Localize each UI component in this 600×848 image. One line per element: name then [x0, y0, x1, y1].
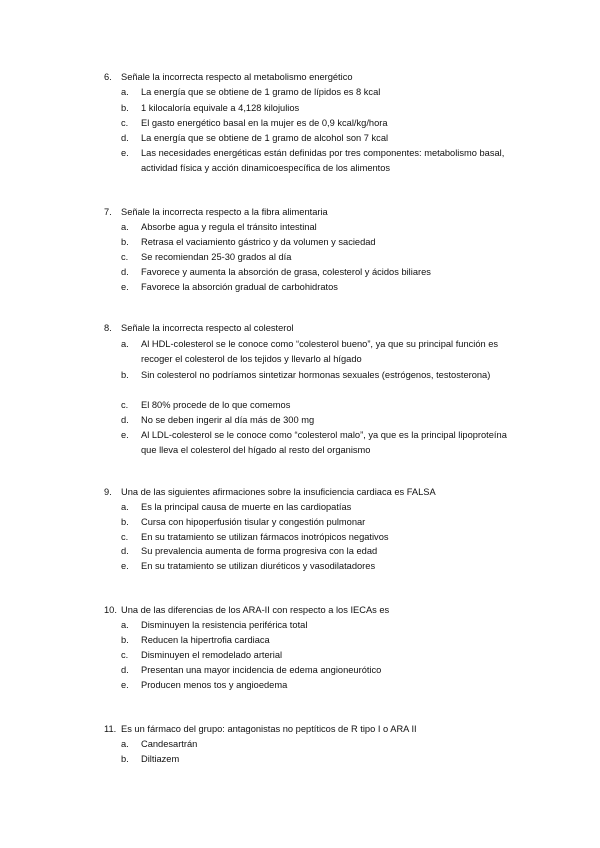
option — [121, 131, 521, 146]
option-letter: a. — [121, 620, 129, 630]
option — [121, 678, 521, 693]
option — [121, 663, 521, 678]
option-text: No se deben ingerir al día más de 300 mg — [141, 415, 315, 425]
option-text: El 80% procede de lo que comemos — [141, 400, 291, 410]
option-letter: c. — [121, 118, 129, 128]
option-letter: a. — [121, 222, 129, 232]
option-letter: d. — [121, 133, 129, 143]
option-letter: d. — [121, 267, 129, 277]
option-text: Su prevalencia aumenta de forma progresiva con la edad — [141, 546, 378, 556]
option — [121, 413, 521, 428]
option-text: Disminuyen el remodelado arterial — [141, 650, 283, 660]
option — [121, 530, 521, 545]
question-number: 8. — [104, 323, 112, 333]
option — [121, 146, 521, 175]
option-text: Presentan una mayor incidencia de edema angioneurótico — [141, 665, 382, 675]
question-number: 9. — [104, 487, 112, 497]
option — [121, 752, 521, 767]
option — [121, 265, 521, 280]
question-number: 7. — [104, 207, 112, 217]
option — [121, 544, 521, 559]
option-letter: e. — [121, 430, 129, 440]
option-letter: c. — [121, 532, 129, 542]
question-text: Señale la incorrecta respecto a la fibra alimentaria — [121, 207, 328, 217]
question-number: 6. — [104, 72, 112, 82]
option-letter: e. — [121, 282, 129, 292]
option-text: Absorbe agua y regula el tránsito intestinal — [141, 222, 317, 232]
option — [121, 398, 521, 413]
option-letter: b. — [121, 237, 129, 247]
option-text: Favorece y aumenta la absorción de grasa, colesterol y ácidos biliares — [141, 267, 431, 277]
option-text: Al LDL-colesterol se le conoce como “colesterol malo”, ya que es la principal lipoproteína que lleva el colesterol del hígado al resto del organismo — [141, 430, 507, 455]
option — [121, 648, 521, 663]
option-text: 1 kilocaloría equivale a 4,128 kilojulios — [141, 103, 300, 113]
option-letter: c. — [121, 252, 129, 262]
option-letter: a. — [121, 339, 129, 349]
option — [121, 515, 521, 530]
question-number: 11. — [104, 724, 117, 734]
option-letter: b. — [121, 517, 129, 527]
question-10-stem — [104, 603, 389, 618]
question-text: Es un fármaco del grupo: antagonistas no peptíticos de R tipo I o ARA II — [121, 724, 417, 734]
option-text: Sin colesterol no podríamos sintetizar hormonas sexuales (estrógenos, testosterona) — [141, 370, 491, 380]
option — [121, 235, 521, 250]
option — [121, 101, 521, 116]
question-text: Una de las siguientes afirmaciones sobre la insuficiencia cardiaca es FALSA — [121, 487, 436, 497]
option-letter: b. — [121, 370, 129, 380]
option-letter: b. — [121, 103, 129, 113]
question-text: Señale la incorrecta respecto al metabolismo energético — [121, 72, 353, 82]
option — [121, 428, 521, 457]
option-text: Es la principal causa de muerte en las cardiopatías — [141, 502, 352, 512]
option — [121, 559, 521, 574]
option-text: En su tratamiento se utilizan fármacos inotrópicos negativos — [141, 532, 389, 542]
question-text: Señale la incorrecta respecto al colesterol — [121, 323, 294, 333]
option-letter: a. — [121, 739, 129, 749]
option — [121, 618, 521, 633]
option-text: Diltiazem — [141, 754, 180, 764]
option-text: Cursa con hipoperfusión tisular y congestión pulmonar — [141, 517, 366, 527]
option-letter: c. — [121, 650, 129, 660]
option — [121, 737, 521, 752]
option-letter: d. — [121, 665, 129, 675]
option-letter: b. — [121, 754, 129, 764]
option — [121, 116, 521, 131]
option — [121, 368, 521, 383]
option-text: Favorece la absorción gradual de carbohidratos — [141, 282, 338, 292]
question-6-stem — [104, 70, 353, 85]
option-text: Candesartrán — [141, 739, 198, 749]
option-letter: c. — [121, 400, 129, 410]
option-letter: b. — [121, 635, 129, 645]
option-text: En su tratamiento se utilizan diuréticos y vasodilatadores — [141, 561, 376, 571]
option — [121, 220, 521, 235]
option-text: Producen menos tos y angioedema — [141, 680, 288, 690]
option-letter: e. — [121, 148, 129, 158]
option-letter: e. — [121, 561, 129, 571]
option-text: La energía que se obtiene de 1 gramo de lípidos es 8 kcal — [141, 87, 381, 97]
option — [121, 500, 521, 515]
question-11-stem — [104, 722, 417, 737]
question-7-stem — [104, 205, 328, 220]
option-letter: d. — [121, 415, 129, 425]
question-9-stem — [104, 485, 436, 500]
option — [121, 250, 521, 265]
question-8-stem — [104, 321, 294, 336]
question-number: 10. — [104, 605, 117, 615]
option-text: Reducen la hipertrofia cardiaca — [141, 635, 270, 645]
option-text: Las necesidades energéticas están definidas por tres componentes: metabolismo basal, actividad física y acción dinamicoespecífica de los alimentos — [141, 148, 505, 173]
option-letter: e. — [121, 680, 129, 690]
option-text: La energía que se obtiene de 1 gramo de alcohol son 7 kcal — [141, 133, 389, 143]
option — [121, 633, 521, 648]
option — [121, 280, 521, 295]
option — [121, 85, 521, 100]
option-letter: d. — [121, 546, 129, 556]
option-text: Disminuyen la resistencia periférica total — [141, 620, 308, 630]
option-text: Retrasa el vaciamiento gástrico y da volumen y saciedad — [141, 237, 376, 247]
option-text: Al HDL-colesterol se le conoce como “colesterol bueno”, ya que su principal función es recoger el colesterol de los tejidos y llevarlo al hígado — [141, 339, 499, 364]
option-letter: a. — [121, 502, 129, 512]
option-text: Se recomiendan 25-30 grados al día — [141, 252, 292, 262]
option — [121, 337, 521, 366]
option-text: El gasto energético basal en la mujer es de 0,9 kcal/kg/hora — [141, 118, 388, 128]
question-text: Una de las diferencias de los ARA-II con respecto a los IECAs es — [121, 605, 390, 615]
option-letter: a. — [121, 87, 129, 97]
